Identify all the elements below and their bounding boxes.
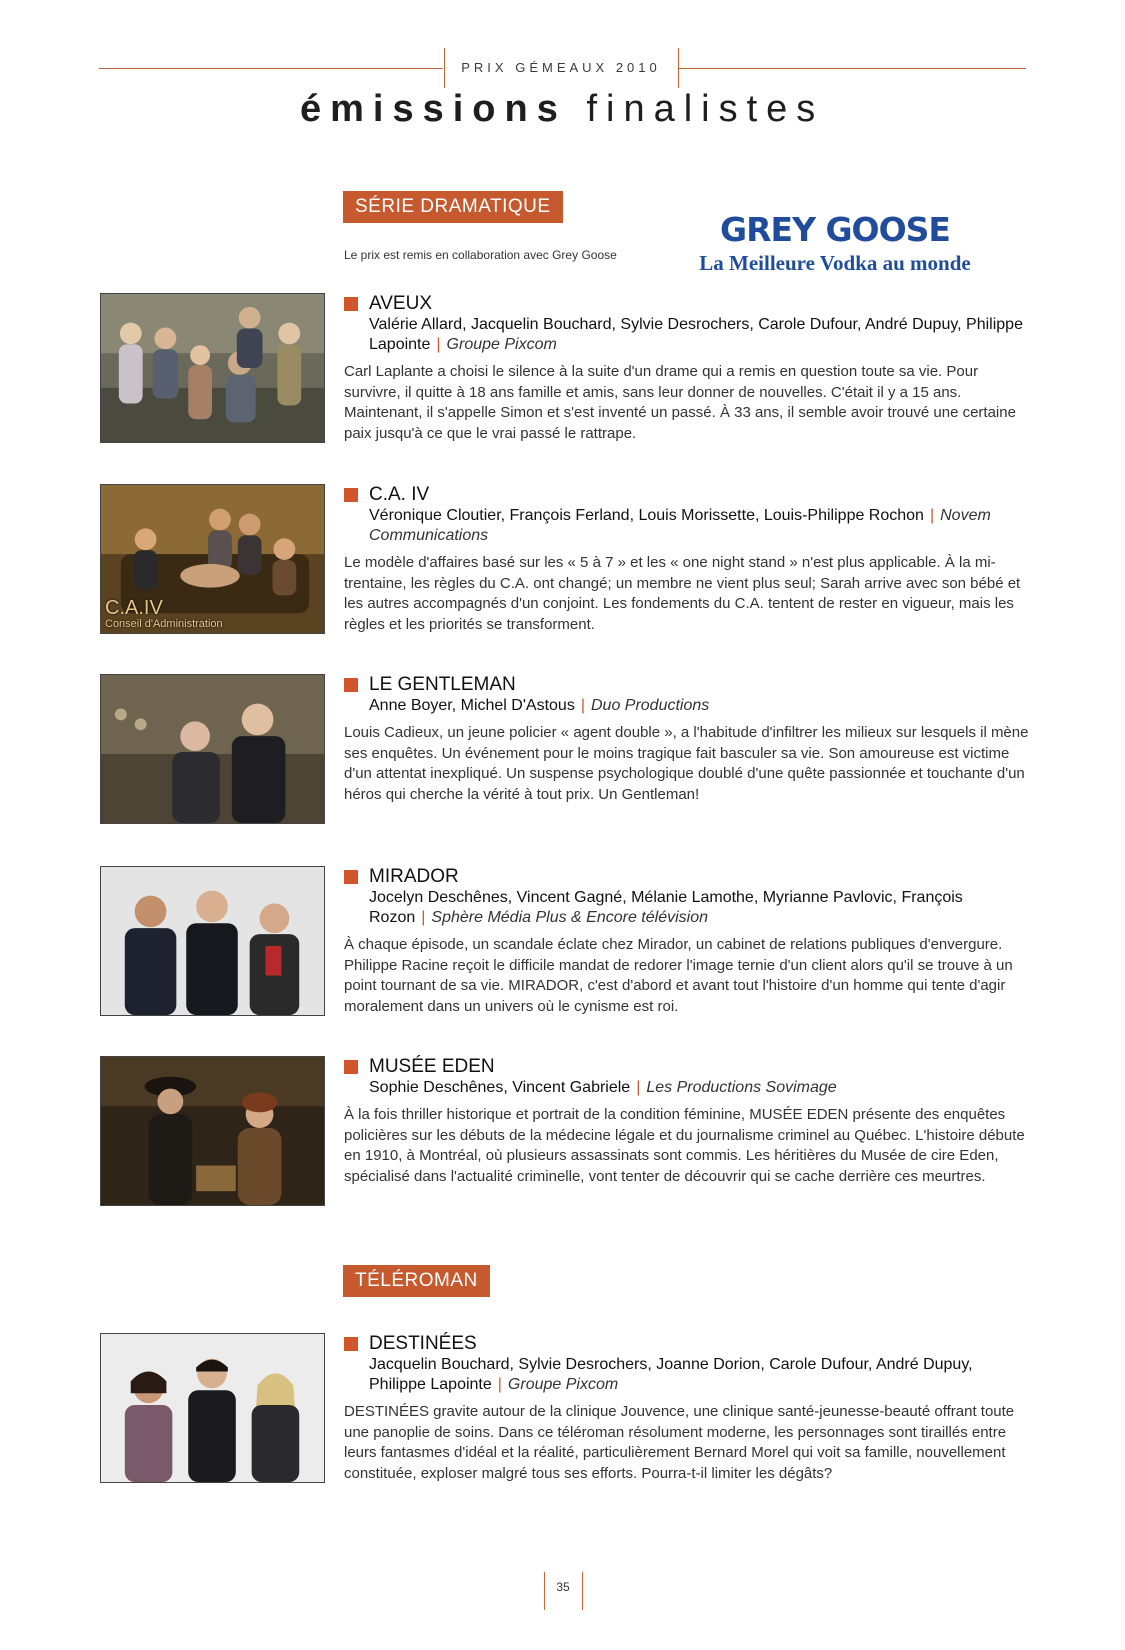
sponsor-logo-name: GREY GOOSE (720, 210, 950, 249)
show-title: MUSÉE EDEN (369, 1056, 495, 1077)
image-caption-subtitle: Conseil d'Administration (105, 618, 223, 630)
show-people: Sophie Deschênes, Vincent Gabriele (369, 1079, 631, 1096)
title-bullet (344, 1060, 358, 1074)
credits-separator: | (929, 507, 935, 524)
show-credits (369, 888, 1030, 928)
show-title: LE GENTLEMAN (369, 674, 516, 695)
show-credits (369, 506, 1030, 546)
show-people: Valérie Allard, Jacquelin Bouchard, Sylvie Desrochers, Carole Dufour, André Dupuy, Philippe Lapointe (369, 316, 1023, 353)
sponsor-logo (690, 210, 980, 276)
show-image-mirador (100, 866, 325, 1016)
show-credits (369, 1355, 1030, 1395)
show-company: Novem Communications (369, 507, 991, 544)
show-people: Jacquelin Bouchard, Sylvie Desrochers, Joanne Dorion, Carole Dufour, André Dupuy, Philippe Lapointe (369, 1356, 973, 1393)
show-image-aveux (100, 293, 325, 443)
title-bullet (344, 678, 358, 692)
credits-separator: | (436, 336, 441, 353)
page-title-light: finalistes (586, 88, 825, 130)
header-rule-left (99, 68, 443, 69)
credits-separator: | (421, 909, 426, 926)
show-image-ca-iv (100, 484, 325, 634)
section-tag-serie-dramatique: SÉRIE DRAMATIQUE (343, 191, 563, 223)
credits-separator: | (497, 1376, 502, 1393)
title-bullet (344, 488, 358, 502)
show-company: Groupe Pixcom (446, 336, 557, 353)
show-credits (369, 1078, 1030, 1098)
show-image-le-gentleman (100, 674, 325, 824)
image-caption-title: C.A.IV (105, 597, 163, 619)
show-people: Anne Boyer, Michel D'Astous (369, 697, 575, 714)
header-kicker: PRIX GÉMEAUX 2010 (461, 60, 661, 75)
show-people: Jocelyn Deschênes, Vincent Gagné, Mélanie Lamothe, Myrianne Pavlovic, François Rozon (369, 889, 963, 926)
show-title: C.A. IV (369, 484, 430, 505)
page-number-tick-right (582, 1572, 583, 1610)
show-description: À chaque épisode, un scandale éclate chez Mirador, un cabinet de relations publiques d'envergure. Philippe Racine reçoit le difficile mandat de redorer l'image ternie d'un client alors qu'il se trouve à un point tournant de sa vie. MIRADOR, c'est d'abord et avant tout l'histoire d'un homme qui tente d'agir moralement dans un univers où le cynisme est roi. (344, 936, 1013, 1015)
show-title: DESTINÉES (369, 1333, 477, 1354)
show-description: Le modèle d'affaires basé sur les « 5 à 7 » et les « one night stand » n'est plus applicable. À la mi-trentaine, les règles du C.A. ont changé; un membre ne vient plus seul; Sarah arrive avec son bébé et les autres accompagnés d'un conjoint. Les fondements du C.A. tentent de rester en vigueur, mais les règles et les priorités se transforment. (344, 554, 1021, 633)
page-title-bold: émissions (300, 88, 567, 130)
title-bullet (344, 870, 358, 884)
show-description: Carl Laplante a choisi le silence à la suite d'un drame qui a remis en question toute sa vie. Pour survivre, il quitte à 18 ans famille et amis, sans leur donner de nouvelles. C'était il y a 15 ans. Maintenant, il s'appelle Simon et s'est inventé un passé. À 33 ans, il semble avoir trouvé une certaine paix jusqu'à ce que le vrai passé le rattrape. (344, 363, 1016, 442)
show-image-destinees (100, 1333, 325, 1483)
show-credits (369, 315, 1030, 355)
header-rule-right (679, 68, 1026, 69)
show-credits (369, 696, 1030, 716)
page-number: 35 (556, 1580, 570, 1594)
show-company: Les Productions Sovimage (646, 1079, 837, 1096)
sponsor-logo-tagline: La Meilleure Vodka au monde (699, 251, 971, 275)
title-bullet (344, 297, 358, 311)
title-bullet (344, 1337, 358, 1351)
show-title: MIRADOR (369, 866, 459, 887)
page-title (300, 88, 825, 131)
credits-separator: | (580, 697, 585, 714)
show-description: À la fois thriller historique et portrait de la condition féminine, MUSÉE EDEN présente des enquêtes policières sur les débuts de la médecine légale et du journalisme criminel au Québec. L'histoire débute en 1910, à Montréal, où plusieurs assassinats sont commis. Les héritières du Musée de cire Eden, spécialisé dans l'actualité criminelle, vont tenter de découvrir qui se cache derrière ces meurtres. (344, 1106, 1025, 1185)
collaboration-note: Le prix est remis en collaboration avec Grey Goose (344, 248, 617, 262)
show-description: DESTINÉES gravite autour de la clinique Jouvence, une clinique santé-jeunesse-beauté offrant toute une panoplie de soins. Dans ce téléroman résolument moderne, les personnages sont tiraillés entre leurs fantasmes d'idéal et la réalité, particulièrement Bernard Morel qui voit sa famille, nouvellement constituée, exploser malgré tous ses efforts. Pourra-t-il limiter les dégâts? (344, 1403, 1015, 1482)
image-caption (105, 598, 223, 631)
show-company: Duo Productions (590, 697, 710, 714)
show-description: Louis Cadieux, un jeune policier « agent double », a l'habitude d'infiltrer les milieux sur lesquels il mène ses enquêtes. Un événement pour le moins tragique fait basculer sa vie. Son amoureuse est victime d'un attentat inexpliqué. Un suspense psychologique doublé d'une quête passionnée et touchante d'un héros qui cherche la vérité à tout prix. Un Gentleman! (344, 724, 1029, 803)
section-tag-teleroman: TÉLÉROMAN (343, 1265, 490, 1297)
show-title: AVEUX (369, 293, 433, 314)
credits-separator: | (636, 1079, 641, 1096)
show-company: Sphère Média Plus & Encore télévision (431, 909, 708, 926)
show-people: Véronique Cloutier, François Ferland, Louis Morissette, Louis-Philippe Rochon (369, 507, 924, 524)
show-image-musee-eden (100, 1056, 325, 1206)
show-company: Groupe Pixcom (507, 1376, 619, 1393)
